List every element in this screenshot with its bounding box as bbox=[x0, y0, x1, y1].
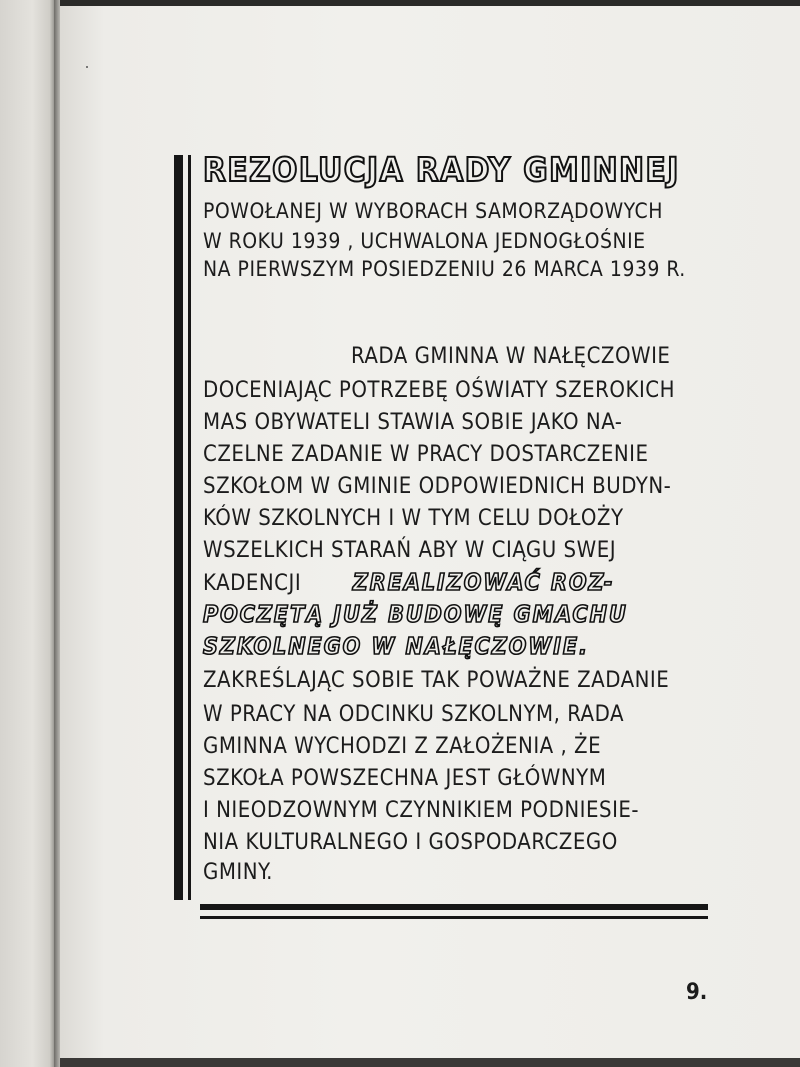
closing-line-1: ZAKREŚLAJĄC SOBIE TAK POWAŻNE ZADANIE bbox=[203, 668, 670, 693]
body-line-2: DOCENIAJĄC POTRZEBĘ OŚWIATY SZEROKICH bbox=[203, 378, 675, 403]
body-line-4: CZELNE ZADANIE W PRACY DOSTARCZENIE bbox=[203, 442, 649, 467]
closing-line-3: GMINNA WYCHODZI Z ZAŁOŻENIA , ŻE bbox=[203, 734, 602, 759]
emphasis-line-1: ZREALIZOWAĆ ROZ- bbox=[352, 570, 615, 596]
left-rule-thin bbox=[188, 155, 191, 900]
closing-line-7: GMINY. bbox=[203, 860, 273, 885]
emphasis-line-3: SZKOLNEGO W NAŁĘCZOWIE. bbox=[203, 634, 589, 660]
body-line-7: WSZELKICH STARAŃ ABY W CIĄGU SWEJ bbox=[203, 538, 617, 563]
body-line-1: RADA GMINNA W NAŁĘCZOWIE bbox=[351, 344, 671, 369]
bottom-rule-thin bbox=[200, 916, 708, 919]
body-line-5: SZKOŁOM W GMINIE ODPOWIEDNICH BUDYN- bbox=[203, 474, 672, 499]
left-double-rule bbox=[174, 155, 196, 900]
closing-line-6: NIA KULTURALNEGO I GOSPODARCZEGO bbox=[203, 830, 618, 855]
bottom-rule-thick bbox=[200, 904, 708, 910]
page-bottom-edge bbox=[60, 1058, 800, 1067]
closing-line-4: SZKOŁA POWSZECHNA JEST GŁÓWNYM bbox=[203, 766, 607, 791]
subtitle-line-2: W ROKU 1939 , UCHWALONA JEDNOGŁOŚNIE bbox=[203, 229, 646, 253]
emphasis-line-2: POCZĘTĄ JUŻ BUDOWĘ GMACHU bbox=[203, 602, 628, 628]
left-page-edge bbox=[0, 0, 54, 1067]
body-line-6: KÓW SZKOLNYCH I W TYM CELU DOŁOŻY bbox=[203, 506, 624, 531]
subtitle-line-1: POWOŁANEJ W WYBORACH SAMORZĄDOWYCH bbox=[203, 199, 663, 223]
closing-line-2: W PRACY NA ODCINKU SZKOLNYM, RADA bbox=[203, 702, 624, 727]
subtitle-line-3: NA PIERWSZYM POSIEDZENIU 26 MARCA 1939 R. bbox=[203, 257, 686, 281]
kadencji-prefix: KADENCJI bbox=[203, 571, 302, 596]
document-title: REZOLUCJA RADY GMINNEJ bbox=[203, 150, 680, 189]
bottom-double-rule bbox=[200, 904, 708, 922]
left-rule-thick bbox=[174, 155, 183, 900]
page-speck bbox=[86, 66, 88, 68]
page-number: 9. bbox=[686, 980, 708, 1005]
closing-line-5: I NIEODZOWNYM CZYNNIKIEM PODNIESIE- bbox=[203, 798, 640, 823]
body-line-3: MAS OBYWATELI STAWIA SOBIE JAKO NA- bbox=[203, 410, 623, 435]
kadencji-line bbox=[203, 572, 709, 595]
